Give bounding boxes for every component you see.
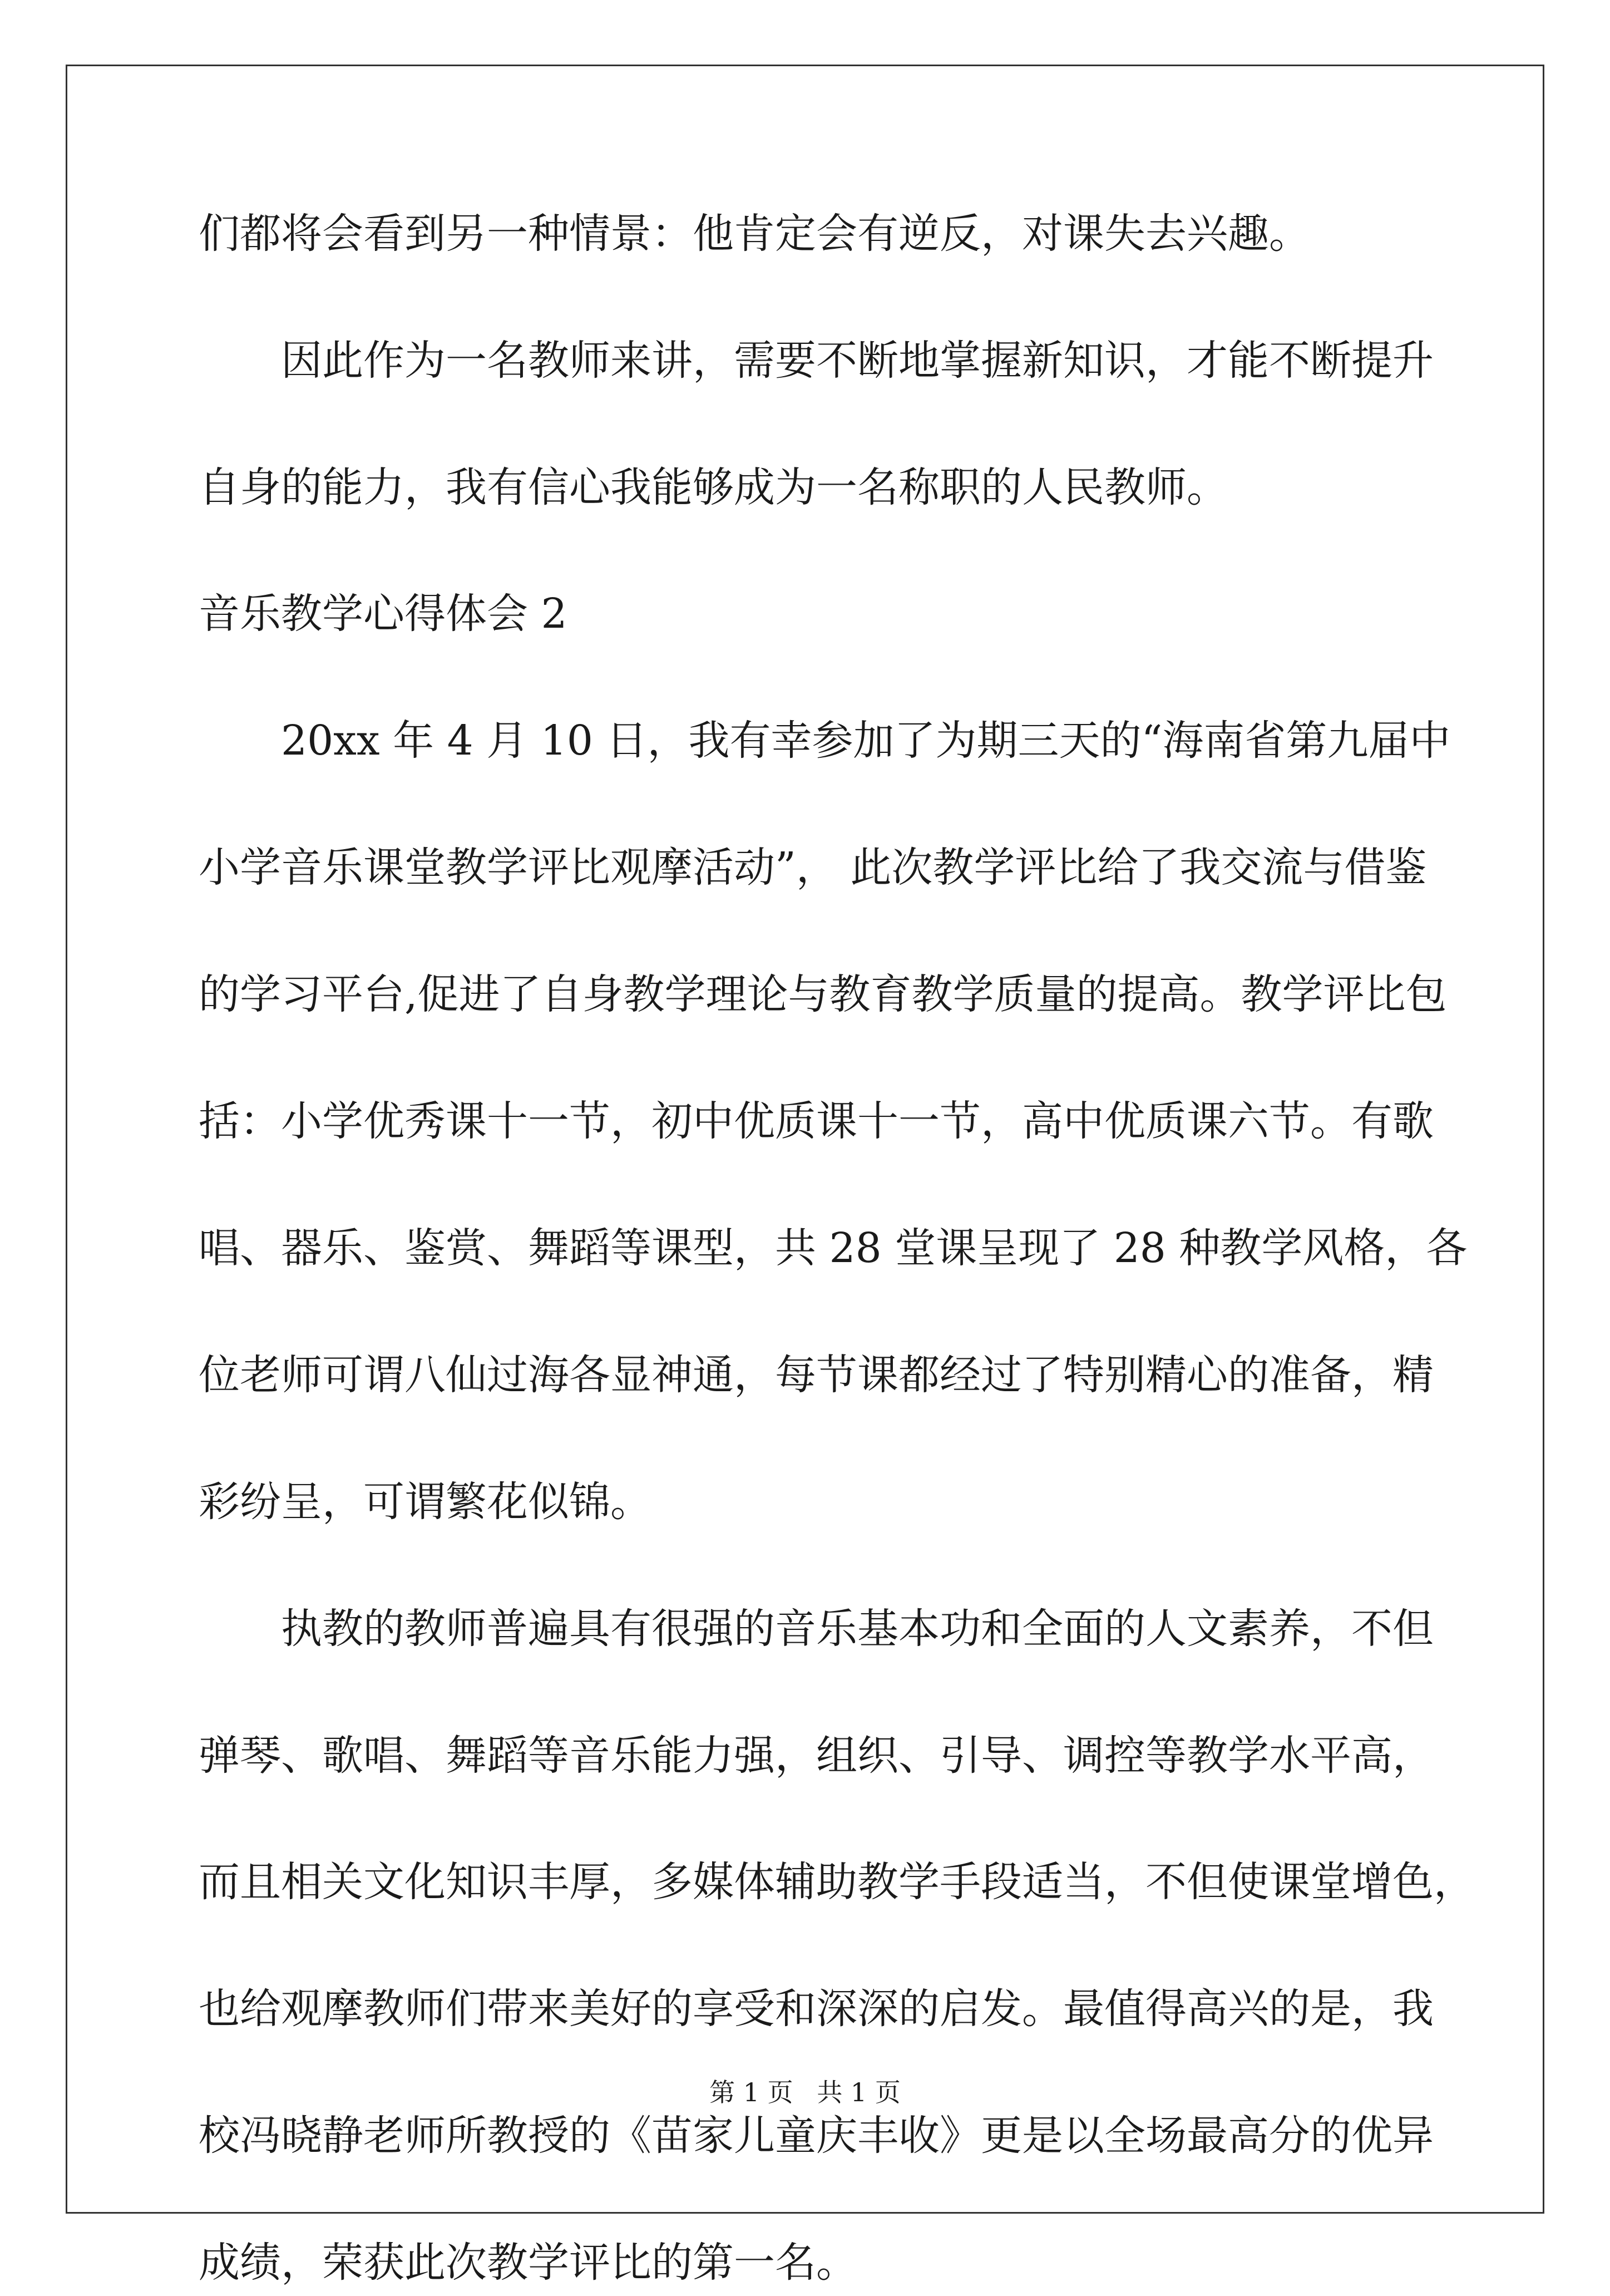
text-line-10: 位老师可谓八仙过海各显神通，每节课都经过了特别精心的准备，精 <box>199 1351 1434 1399</box>
text-line-5: 20xx 年 4 月 10 日，我有幸参加了为期三天的“海南省第九届中 <box>281 717 1451 765</box>
page-number: 第 1 页 <box>709 2077 793 2107</box>
text-line-15: 也给观摩教师们带来美好的享受和深深的启发。最值得高兴的是，我 <box>199 1985 1434 2033</box>
page-total: 共 1 页 <box>817 2077 901 2107</box>
text-line-2: 因此作为一名教师来讲，需要不断地掌握新知识，才能不断提升 <box>281 337 1434 385</box>
text-line-6: 小学音乐课堂教学评比观摩活动”， 此次教学评比给了我交流与借鉴 <box>199 844 1427 891</box>
text-line-12: 执教的教师普遍具有很强的音乐基本功和全面的人文素养，不但 <box>281 1605 1434 1653</box>
section-heading: 音乐教学心得体会 2 <box>199 590 567 638</box>
text-line-16: 校冯晓静老师所教授的《苗家儿童庆丰收》更是以全场最高分的优异 <box>199 2112 1434 2160</box>
text-line-1: 们都将会看到另一种情景：他肯定会有逆反，对课失去兴趣。 <box>199 210 1310 258</box>
text-line-7: 的学习平台,促进了自身教学理论与教育教学质量的提高。教学评比包 <box>199 970 1447 1018</box>
text-line-11: 彩纷呈，可谓繁花似锦。 <box>199 1478 651 1526</box>
text-line-17: 成绩，荣获此次教学评比的第一名。 <box>199 2239 857 2287</box>
text-line-9: 唱、器乐、鉴赏、舞蹈等课型，共 28 堂课呈现了 28 种教学风格，各 <box>199 1224 1468 1272</box>
page-footer <box>0 2076 1610 2109</box>
text-line-14: 而且相关文化知识丰厚，多媒体辅助教学手段适当，不但使课堂增色， <box>199 1858 1475 1906</box>
text-line-3: 自身的能力，我有信心我能够成为一名称职的人民教师。 <box>199 464 1228 511</box>
text-line-8: 括：小学优秀课十一节，初中优质课十一节，高中优质课六节。有歌 <box>199 1097 1434 1145</box>
text-line-13: 弹琴、歌唱、舞蹈等音乐能力强，组织、引导、调控等教学水平高， <box>199 1732 1434 1780</box>
